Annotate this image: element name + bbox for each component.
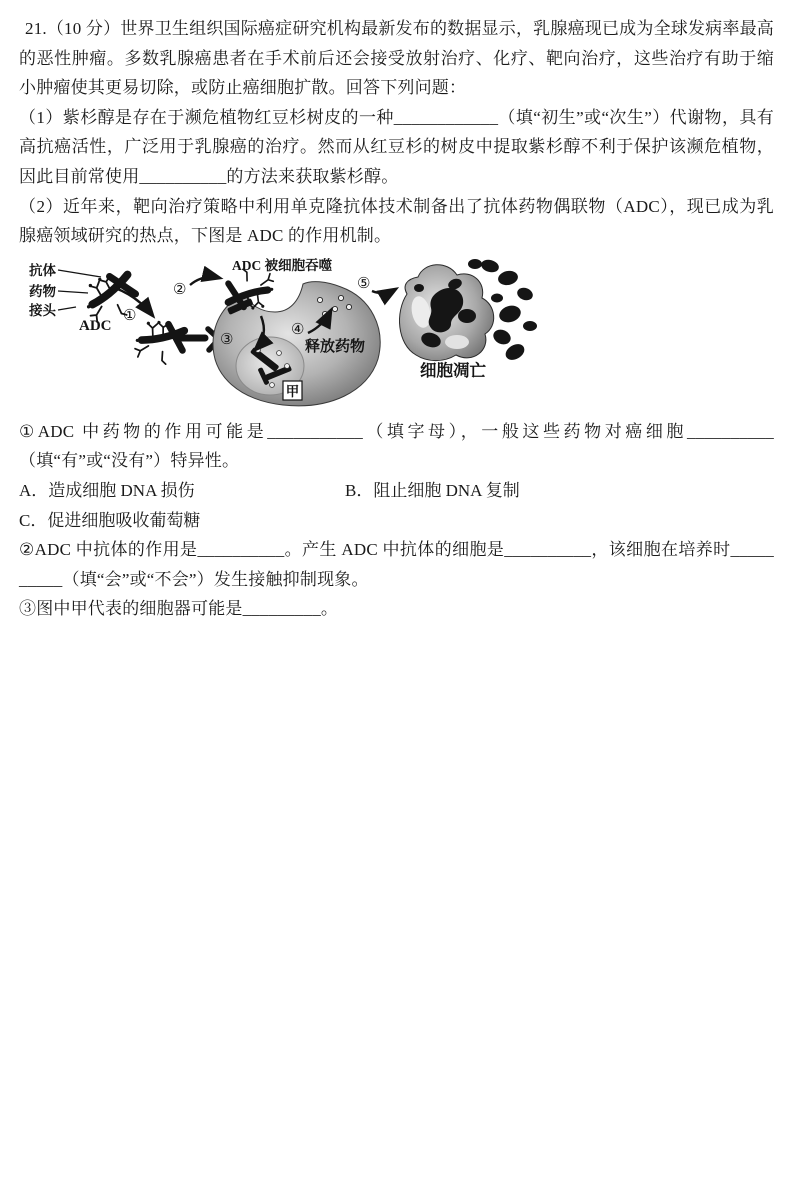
apoptosis-label: 细胞凋亡: [420, 360, 486, 380]
released-drug-dot: [332, 306, 337, 311]
question-sub1: ①ADC 中药物的作用可能是___________（填字母），一般这些药物对癌细胞__________（填“有”或“没有”）特异性。: [19, 421, 774, 471]
apoptotic-highlight: [445, 335, 469, 349]
apoptotic-dark-blob: [414, 284, 424, 292]
question-21-part1: （1）紫杉醇是存在于濒危植物红豆杉树皮的一种____________（填“初生”或“次生”）代谢物，具有高抗癌活性，广泛用于乳腺癌的治疗。然而从红豆杉的树皮中提取紫杉醇不利于保护该濒危植物，因此目前常使用__________的方法来获取紫杉醇。: [19, 107, 774, 186]
released-drug-dot: [338, 295, 343, 300]
step3-circle: ③: [220, 331, 234, 348]
antibody-label: 抗体: [29, 262, 56, 278]
question-sub3: ③图中甲代表的细胞器可能是_________。: [19, 599, 339, 619]
step2-circle: ②: [173, 281, 187, 298]
step1-circle: ①: [123, 307, 137, 324]
organelle-label: 甲: [285, 383, 300, 399]
drug-label: 药物: [29, 283, 56, 299]
arrow-step5: [372, 289, 396, 293]
apoptotic-fragment: [523, 321, 537, 331]
antibody-leader-line: [58, 270, 101, 277]
release-label: 释放药物: [305, 338, 366, 355]
option-c: C．促进细胞吸收葡萄糖: [19, 510, 201, 530]
question-sub2: ②ADC 中抗体的作用是__________。产生 ADC 中抗体的细胞是__________，该细胞在培养时__________（填“会”或“不会”）发生接触抑制现象。: [19, 540, 774, 589]
linker-label: 接头: [29, 302, 56, 318]
released-drug-dot: [346, 304, 351, 309]
apoptotic-fragment: [503, 341, 527, 363]
apoptotic-fragment: [497, 303, 523, 325]
adc-mechanism-diagram: [27, 254, 774, 413]
apoptotic-fragment: [515, 285, 534, 302]
step5-circle: ⑤: [357, 275, 371, 292]
apoptotic-dark-blob: [458, 309, 476, 323]
adc-mechanism-svg: [27, 254, 547, 408]
adc-bound-structure: [130, 315, 189, 371]
drug-dot: [277, 350, 282, 355]
adc-label: ADC: [79, 317, 112, 334]
step4-circle: ④: [291, 321, 305, 338]
options-row-ab: [19, 476, 774, 506]
drug-leader-line: [58, 291, 88, 293]
option-b: B．阻止细胞 DNA 复制: [345, 480, 520, 500]
apoptotic-fragment: [480, 258, 500, 274]
drug-dot: [270, 382, 275, 387]
option-a: A．造成细胞 DNA 损伤: [19, 480, 195, 500]
released-drug-dot: [317, 297, 322, 302]
arrow-step2: [190, 277, 220, 285]
engulf-label: ADC 被细胞吞噬: [232, 257, 333, 273]
apoptotic-fragment: [468, 259, 482, 269]
linker-leader-line: [58, 307, 76, 310]
drug-dot: [285, 363, 290, 368]
apoptotic-fragment: [497, 269, 519, 287]
question-21-part2: （2）近年来，靶向治疗策略中利用单克隆抗体技术制备出了抗体药物偶联物（ADC），现已成为乳腺癌领域研究的热点，下图是 ADC 的作用机制。: [19, 196, 774, 246]
question-21-intro: 21.（10 分）世界卫生组织国际癌症研究机构最新发布的数据显示，乳腺癌现已成为全球发病率最高的恶性肿瘤。多数乳腺癌患者在手术前后还会接受放射治疗、化疗、靶向治疗，这些治疗有助于缩小肿瘤使其更易切除，或防止癌细胞扩散。回答下列问题：: [19, 19, 774, 98]
apoptotic-fragment: [491, 293, 503, 302]
apoptotic-fragment: [491, 327, 513, 347]
